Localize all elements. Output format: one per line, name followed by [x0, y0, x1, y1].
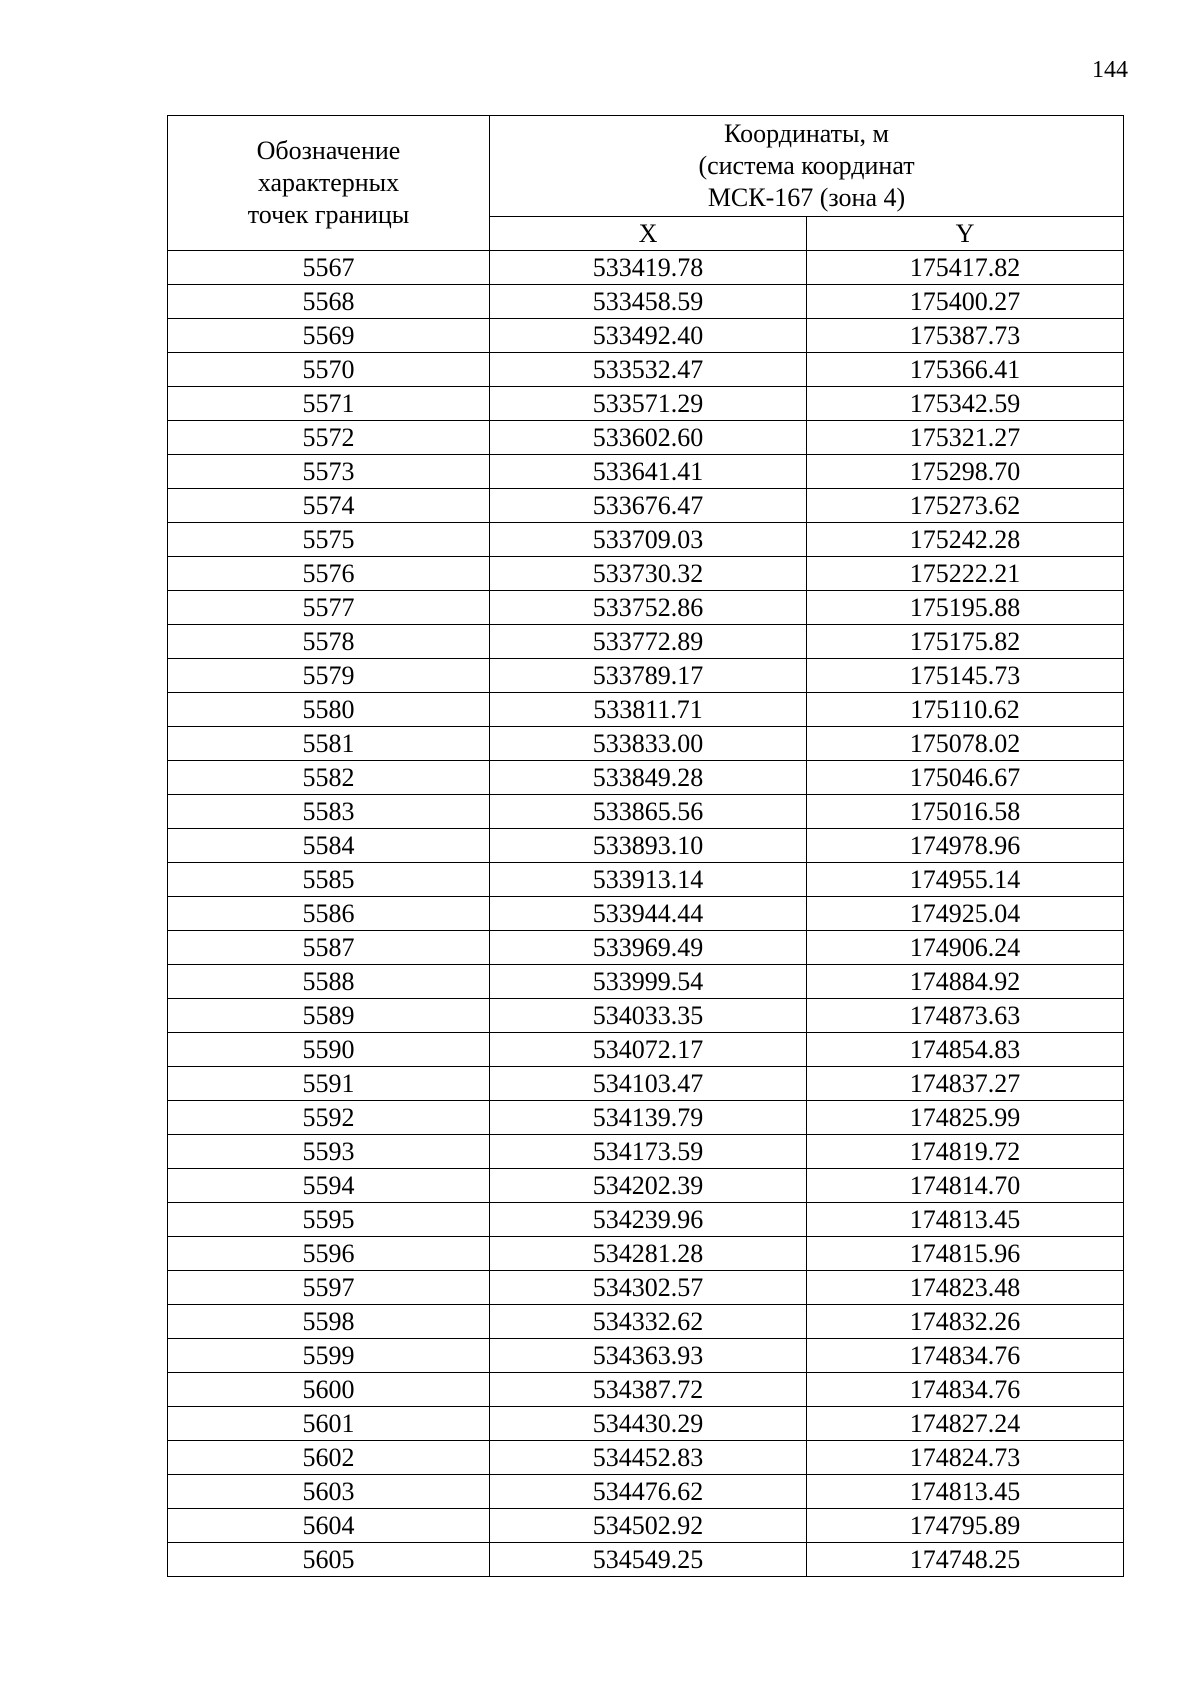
x-coordinate-cell: 533969.49	[490, 931, 807, 965]
y-coordinate-cell: 174825.99	[807, 1101, 1124, 1135]
y-coordinate-cell: 175222.21	[807, 557, 1124, 591]
x-coordinate-cell: 534549.25	[490, 1543, 807, 1577]
point-cell: 5573	[168, 455, 490, 489]
table-row	[168, 795, 1124, 829]
table-row	[168, 489, 1124, 523]
table-row	[168, 387, 1124, 421]
y-coordinate-cell: 175366.41	[807, 353, 1124, 387]
coordinates-table	[167, 115, 1124, 1577]
point-cell: 5587	[168, 931, 490, 965]
point-cell: 5575	[168, 523, 490, 557]
table-body	[168, 251, 1124, 1577]
table-row	[168, 965, 1124, 999]
point-cell: 5567	[168, 251, 490, 285]
point-cell: 5579	[168, 659, 490, 693]
y-coordinate-cell: 175298.70	[807, 455, 1124, 489]
y-coordinate-cell: 174814.70	[807, 1169, 1124, 1203]
point-cell: 5574	[168, 489, 490, 523]
x-coordinate-cell: 534202.39	[490, 1169, 807, 1203]
table-row	[168, 1339, 1124, 1373]
point-designation-header: Обозначение характерных точек границы	[168, 116, 490, 251]
x-coordinate-cell: 534103.47	[490, 1067, 807, 1101]
point-cell: 5585	[168, 863, 490, 897]
point-cell: 5605	[168, 1543, 490, 1577]
y-coordinate-cell: 174834.76	[807, 1339, 1124, 1373]
y-coordinate-cell: 175110.62	[807, 693, 1124, 727]
y-coordinate-cell: 174823.48	[807, 1271, 1124, 1305]
table-row	[168, 727, 1124, 761]
point-cell: 5578	[168, 625, 490, 659]
point-cell: 5583	[168, 795, 490, 829]
y-coordinate-cell: 174819.72	[807, 1135, 1124, 1169]
point-cell: 5589	[168, 999, 490, 1033]
x-coordinate-cell: 534332.62	[490, 1305, 807, 1339]
table-row	[168, 455, 1124, 489]
point-cell: 5600	[168, 1373, 490, 1407]
x-coordinate-cell: 534502.92	[490, 1509, 807, 1543]
y-coordinate-cell: 175321.27	[807, 421, 1124, 455]
coordinates-header: Координаты, м (система координат МСК-167 (зона 4)	[490, 116, 1124, 217]
y-coordinate-cell: 174834.76	[807, 1373, 1124, 1407]
point-cell: 5580	[168, 693, 490, 727]
y-coordinate-cell: 174955.14	[807, 863, 1124, 897]
table-row	[168, 659, 1124, 693]
y-coordinate-cell: 174873.63	[807, 999, 1124, 1033]
y-coordinate-cell: 174884.92	[807, 965, 1124, 999]
table-row	[168, 999, 1124, 1033]
y-coordinate-cell: 175016.58	[807, 795, 1124, 829]
x-coordinate-cell: 533602.60	[490, 421, 807, 455]
x-coordinate-cell: 534363.93	[490, 1339, 807, 1373]
table-row	[168, 591, 1124, 625]
y-coordinate-cell: 174813.45	[807, 1475, 1124, 1509]
table-row	[168, 1271, 1124, 1305]
x-coordinate-cell: 533772.89	[490, 625, 807, 659]
table-row	[168, 693, 1124, 727]
table-row	[168, 761, 1124, 795]
table-row	[168, 251, 1124, 285]
y-coordinate-cell: 174827.24	[807, 1407, 1124, 1441]
table-row	[168, 557, 1124, 591]
x-coordinate-cell: 533532.47	[490, 353, 807, 387]
y-coordinate-cell: 174854.83	[807, 1033, 1124, 1067]
y-coordinate-cell: 175417.82	[807, 251, 1124, 285]
x-coordinate-cell: 533571.29	[490, 387, 807, 421]
point-cell: 5597	[168, 1271, 490, 1305]
y-column-header: Y	[807, 216, 1124, 250]
point-cell: 5582	[168, 761, 490, 795]
point-cell: 5569	[168, 319, 490, 353]
x-coordinate-cell: 533913.14	[490, 863, 807, 897]
table-row	[168, 421, 1124, 455]
y-coordinate-cell: 174815.96	[807, 1237, 1124, 1271]
point-cell: 5586	[168, 897, 490, 931]
x-column-header: X	[490, 216, 807, 250]
x-coordinate-cell: 534281.28	[490, 1237, 807, 1271]
table-row	[168, 1033, 1124, 1067]
y-coordinate-cell: 175078.02	[807, 727, 1124, 761]
x-coordinate-cell: 533944.44	[490, 897, 807, 931]
point-cell: 5584	[168, 829, 490, 863]
x-coordinate-cell: 533893.10	[490, 829, 807, 863]
point-cell: 5592	[168, 1101, 490, 1135]
table-row	[168, 353, 1124, 387]
x-coordinate-cell: 533676.47	[490, 489, 807, 523]
table-row	[168, 1203, 1124, 1237]
x-coordinate-cell: 533833.00	[490, 727, 807, 761]
y-coordinate-cell: 174813.45	[807, 1203, 1124, 1237]
x-coordinate-cell: 533865.56	[490, 795, 807, 829]
y-coordinate-cell: 175145.73	[807, 659, 1124, 693]
point-cell: 5570	[168, 353, 490, 387]
table-row	[168, 1305, 1124, 1339]
x-coordinate-cell: 534452.83	[490, 1441, 807, 1475]
y-coordinate-cell: 175195.88	[807, 591, 1124, 625]
x-coordinate-cell: 534387.72	[490, 1373, 807, 1407]
y-coordinate-cell: 175342.59	[807, 387, 1124, 421]
y-coordinate-cell: 174795.89	[807, 1509, 1124, 1543]
x-coordinate-cell: 533999.54	[490, 965, 807, 999]
table-header	[168, 116, 1124, 251]
x-coordinate-cell: 533752.86	[490, 591, 807, 625]
y-coordinate-cell: 175400.27	[807, 285, 1124, 319]
point-cell: 5598	[168, 1305, 490, 1339]
point-cell: 5568	[168, 285, 490, 319]
x-coordinate-cell: 533492.40	[490, 319, 807, 353]
y-coordinate-cell: 174906.24	[807, 931, 1124, 965]
table-row	[168, 1407, 1124, 1441]
table-row	[168, 1135, 1124, 1169]
y-coordinate-cell: 174832.26	[807, 1305, 1124, 1339]
point-cell: 5599	[168, 1339, 490, 1373]
table-row	[168, 1373, 1124, 1407]
point-cell: 5593	[168, 1135, 490, 1169]
x-coordinate-cell: 534302.57	[490, 1271, 807, 1305]
point-cell: 5572	[168, 421, 490, 455]
x-coordinate-cell: 534139.79	[490, 1101, 807, 1135]
point-cell: 5601	[168, 1407, 490, 1441]
table-row	[168, 829, 1124, 863]
table-row	[168, 1169, 1124, 1203]
x-coordinate-cell: 533811.71	[490, 693, 807, 727]
x-coordinate-cell: 534430.29	[490, 1407, 807, 1441]
table-row	[168, 319, 1124, 353]
x-coordinate-cell: 534173.59	[490, 1135, 807, 1169]
point-cell: 5581	[168, 727, 490, 761]
x-coordinate-cell: 534033.35	[490, 999, 807, 1033]
y-coordinate-cell: 175242.28	[807, 523, 1124, 557]
point-cell: 5602	[168, 1441, 490, 1475]
table-row	[168, 1475, 1124, 1509]
point-cell: 5604	[168, 1509, 490, 1543]
x-coordinate-cell: 534476.62	[490, 1475, 807, 1509]
page-number: 144	[1092, 57, 1128, 83]
x-coordinate-cell: 533730.32	[490, 557, 807, 591]
y-coordinate-cell: 174837.27	[807, 1067, 1124, 1101]
table-row	[168, 897, 1124, 931]
table-row	[168, 285, 1124, 319]
table-row	[168, 1067, 1124, 1101]
x-coordinate-cell: 534072.17	[490, 1033, 807, 1067]
point-cell: 5591	[168, 1067, 490, 1101]
table-row	[168, 1101, 1124, 1135]
table-row	[168, 1509, 1124, 1543]
point-cell: 5588	[168, 965, 490, 999]
table-row	[168, 523, 1124, 557]
table-row	[168, 931, 1124, 965]
x-coordinate-cell: 533641.41	[490, 455, 807, 489]
table-row	[168, 1441, 1124, 1475]
y-coordinate-cell: 175175.82	[807, 625, 1124, 659]
y-coordinate-cell: 174978.96	[807, 829, 1124, 863]
y-coordinate-cell: 174748.25	[807, 1543, 1124, 1577]
y-coordinate-cell: 174824.73	[807, 1441, 1124, 1475]
x-coordinate-cell: 533458.59	[490, 285, 807, 319]
point-cell: 5595	[168, 1203, 490, 1237]
y-coordinate-cell: 174925.04	[807, 897, 1124, 931]
table-row	[168, 625, 1124, 659]
table-row	[168, 863, 1124, 897]
table-row	[168, 1237, 1124, 1271]
point-cell: 5590	[168, 1033, 490, 1067]
point-cell: 5594	[168, 1169, 490, 1203]
point-cell: 5571	[168, 387, 490, 421]
x-coordinate-cell: 533849.28	[490, 761, 807, 795]
x-coordinate-cell: 533419.78	[490, 251, 807, 285]
point-cell: 5603	[168, 1475, 490, 1509]
point-cell: 5596	[168, 1237, 490, 1271]
table-row	[168, 1543, 1124, 1577]
x-coordinate-cell: 534239.96	[490, 1203, 807, 1237]
point-cell: 5576	[168, 557, 490, 591]
x-coordinate-cell: 533709.03	[490, 523, 807, 557]
x-coordinate-cell: 533789.17	[490, 659, 807, 693]
y-coordinate-cell: 175046.67	[807, 761, 1124, 795]
y-coordinate-cell: 175387.73	[807, 319, 1124, 353]
y-coordinate-cell: 175273.62	[807, 489, 1124, 523]
point-cell: 5577	[168, 591, 490, 625]
